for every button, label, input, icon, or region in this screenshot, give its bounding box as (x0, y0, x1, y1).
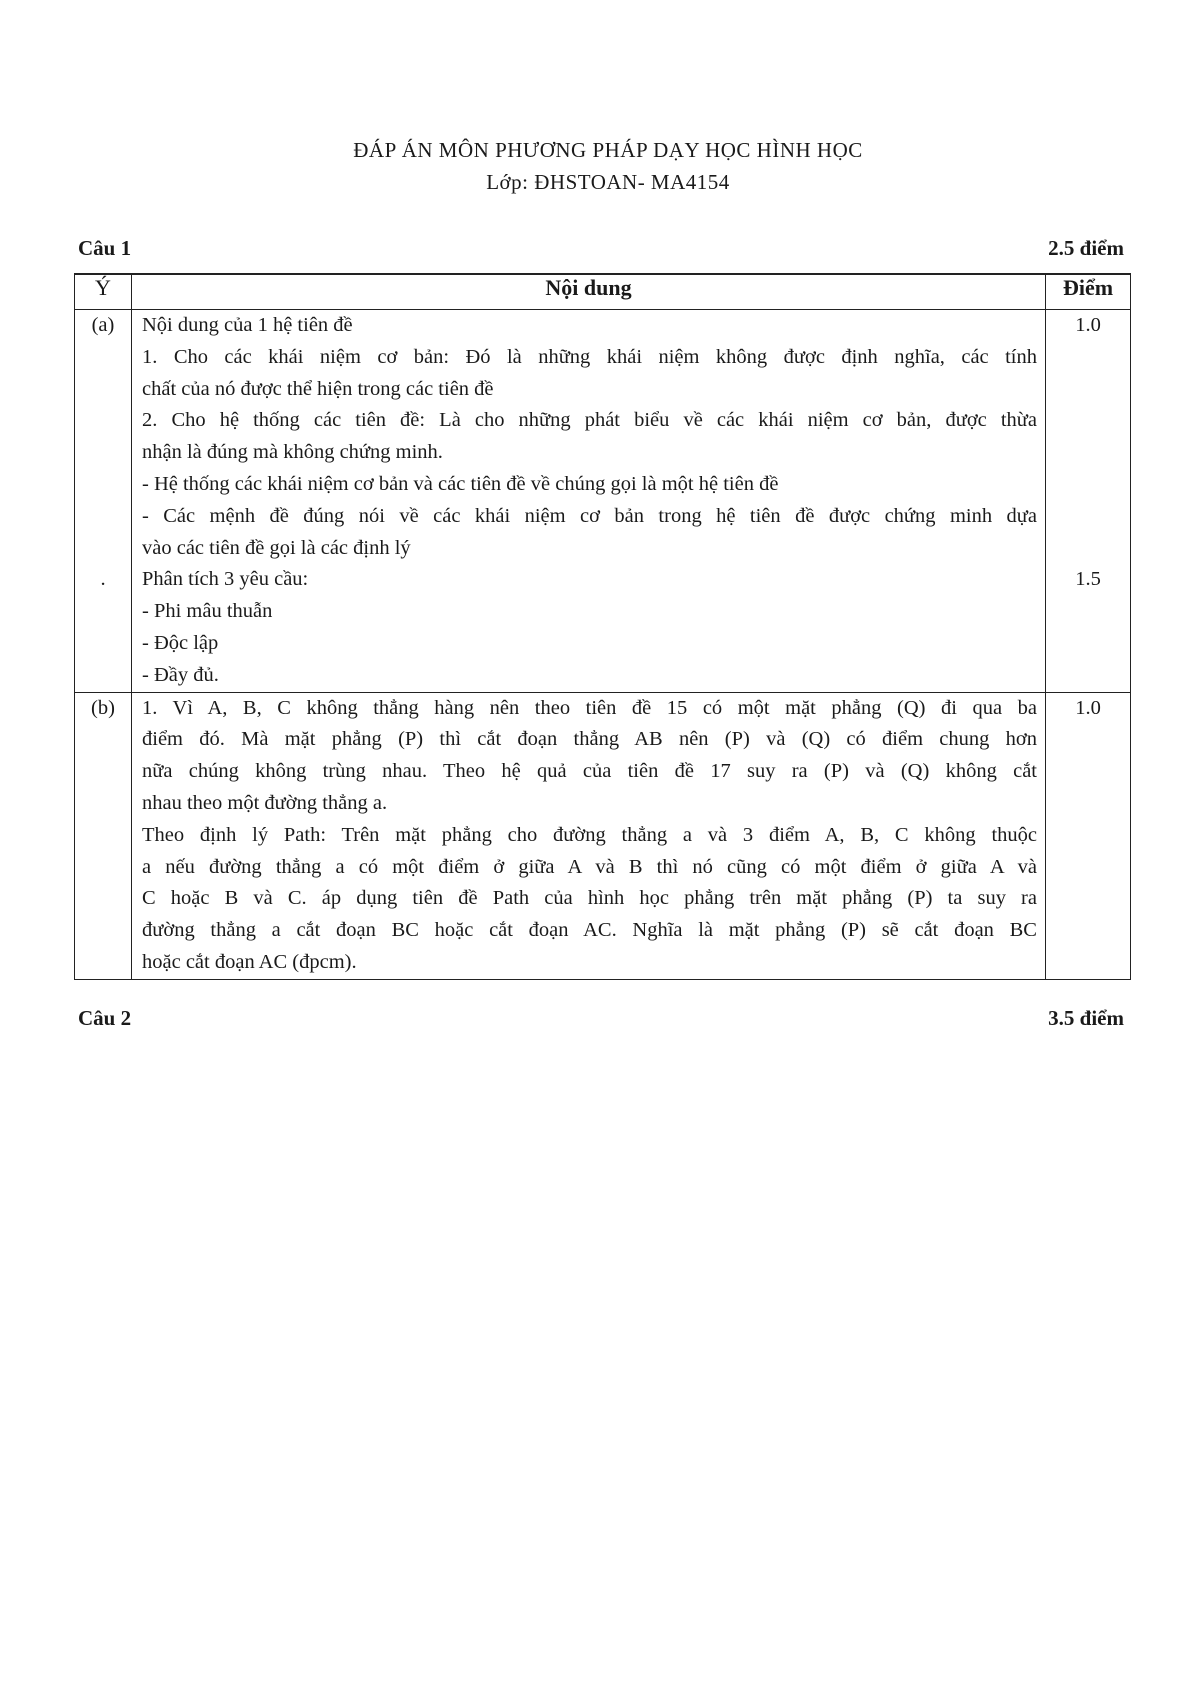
row-label (75, 310, 132, 693)
question-points: 2.5 điểm (1048, 236, 1124, 260)
content-line: điểm đó. Mà mặt phẳng (P) thì cắt đoạn thẳng AB nên (P) và (Q) có điểm chung hơn (142, 728, 1037, 751)
content-line: C hoặc B và C. áp dụng tiên đề Path của hình học phẳng trên mặt phẳng (P) ta suy ra (142, 887, 1037, 910)
question-label: Câu 1 (78, 236, 132, 260)
row-content (132, 692, 1046, 979)
row-points (1046, 692, 1131, 979)
content-line: hoặc cắt đoạn AC (đpcm). (142, 950, 357, 973)
points-value: 1.5 (1075, 567, 1101, 590)
content-line: Phân tích 3 yêu cầu: (142, 568, 309, 591)
table-header-row (75, 274, 1131, 310)
header-content: Nội dung (132, 274, 1046, 310)
points-value: 1.0 (1075, 314, 1101, 336)
header-item: Ý (75, 274, 132, 310)
question-points: 3.5 điểm (1048, 1006, 1124, 1030)
document-subtitle: Lớp: ĐHSTOAN- MA4154 (486, 170, 730, 194)
content-line: - Độc lập (142, 631, 219, 654)
content-line: 2. Cho hệ thống các tiên đề: Là cho những phát biểu về các khái niệm cơ bản, được thừa (142, 409, 1037, 432)
points-value: 1.0 (1075, 696, 1101, 719)
question-1-heading (78, 236, 1124, 261)
content-line: Theo định lý Path: Trên mặt phẳng cho đường thẳng a và 3 điểm A, B, C không thuộc (142, 823, 1037, 846)
content-line: đường thẳng a cắt đoạn BC hoặc cắt đoạn AC. Nghĩa là mặt phẳng (P) sẽ cắt đoạn BC (142, 919, 1037, 942)
row-points (1046, 310, 1131, 693)
content-line: chất của nó được thể hiện trong các tiên đề (142, 377, 494, 400)
content-line: Nội dung của 1 hệ tiên đề (142, 314, 353, 336)
row-label-text: (b) (91, 696, 115, 719)
content-line: a nếu đường thẳng a có một điểm ở giữa A và B thì nó cũng có một điểm ở giữa A và (142, 855, 1037, 878)
content-line: nhau theo một đường thẳng a. (142, 791, 388, 814)
content-line: nhận là đúng mà không chứng minh. (142, 441, 443, 464)
question-2-heading (78, 1006, 1124, 1031)
content-line: vào các tiên đề gọi là các định lý (142, 536, 411, 559)
content-line: - Đầy đủ. (142, 663, 219, 686)
row-content (132, 310, 1046, 693)
content-line: nữa chúng không trùng nhau. Theo hệ quả của tiên đề 17 suy ra (P) và (Q) không cắt (142, 760, 1037, 783)
content-line: - Hệ thống các khái niệm cơ bản và các tiên đề về chúng gọi là một hệ tiên đề (142, 472, 779, 495)
row-label (75, 692, 132, 979)
table-row-b (75, 692, 1131, 979)
question-label: Câu 2 (78, 1006, 132, 1030)
row-sublabel: . (100, 567, 106, 590)
content-line: 1. Vì A, B, C không thẳng hàng nên theo tiên đề 15 có một mặt phẳng (Q) đi qua ba (142, 696, 1037, 719)
content-line: - Phi mâu thuẫn (142, 600, 273, 623)
content-line: 1. Cho các khái niệm cơ bản: Đó là những khái niệm không được định nghĩa, các tính (142, 345, 1037, 368)
table-row-a (75, 310, 1131, 693)
document-title: ĐÁP ÁN MÔN PHƯƠNG PHÁP DẠY HỌC HÌNH HỌC (353, 138, 863, 162)
row-label-text: (a) (91, 314, 115, 336)
answer-table (74, 273, 1131, 980)
content-line: - Các mệnh đề đúng nói về các khái niệm cơ bản trong hệ tiên đề được chứng minh dựa (142, 504, 1037, 527)
header-points: Điểm (1046, 274, 1131, 310)
